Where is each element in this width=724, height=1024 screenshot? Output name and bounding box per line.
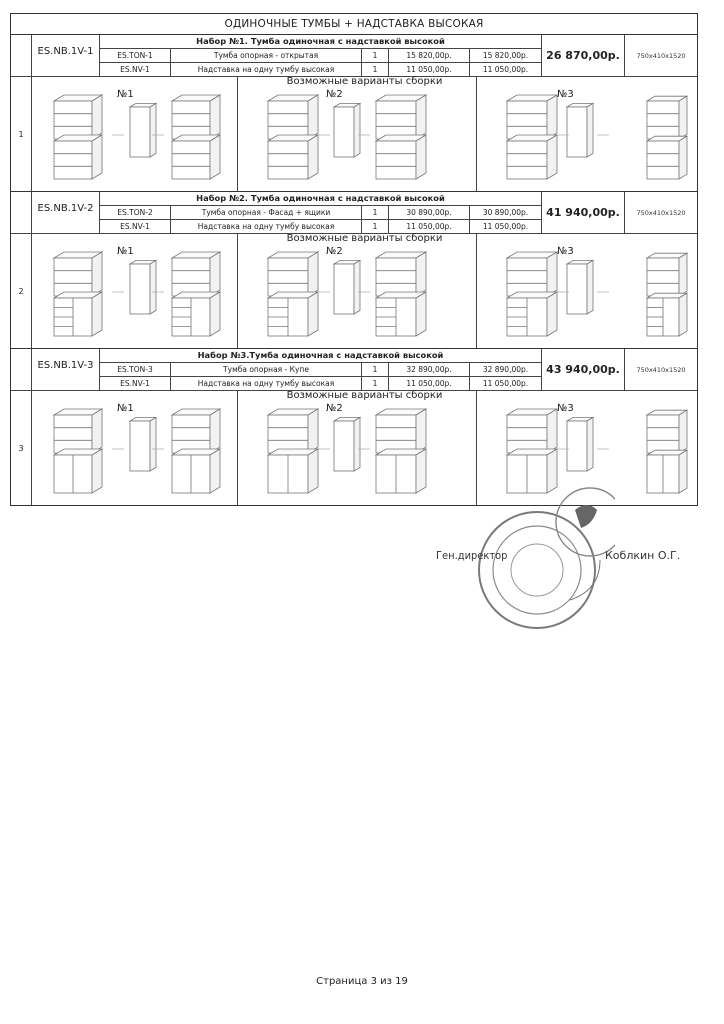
set-title: Набор №2. Тумба одиночная с надставкой высокой bbox=[100, 192, 541, 206]
cabinet-front bbox=[507, 141, 547, 179]
cabinet-front bbox=[130, 107, 150, 157]
cabinet-side bbox=[679, 136, 687, 179]
cabinet-side bbox=[150, 417, 156, 471]
table-row bbox=[100, 363, 541, 377]
cabinet-side bbox=[210, 292, 220, 336]
cabinet-front bbox=[334, 107, 354, 157]
set-header bbox=[11, 192, 697, 234]
set-index: 1 bbox=[11, 77, 32, 191]
item-sum: 15 820,00р. bbox=[482, 51, 529, 60]
set-price: 41 940,00р. bbox=[542, 192, 625, 233]
cabinet-side bbox=[308, 95, 318, 139]
item-code: ES.NV-1 bbox=[100, 220, 171, 233]
item-qty: 1 bbox=[362, 377, 389, 390]
table-row bbox=[100, 49, 541, 63]
cabinet-front bbox=[647, 101, 679, 139]
set-table bbox=[100, 349, 542, 390]
item-qty: 1 bbox=[362, 206, 389, 219]
set-code: ES.NB.1V-1 bbox=[32, 35, 100, 76]
cabinet-side bbox=[547, 135, 557, 179]
variant-label: №3 bbox=[557, 246, 574, 257]
item-qty: 1 bbox=[362, 49, 389, 62]
cabinet-front bbox=[334, 421, 354, 471]
set-dimensions: 750х410х1520 bbox=[636, 51, 686, 60]
cabinet-side bbox=[587, 417, 593, 471]
cabinet-side bbox=[92, 292, 102, 336]
cabinet-drawing bbox=[238, 234, 476, 348]
assembly-variants bbox=[11, 234, 697, 348]
variant-label: №3 bbox=[557, 89, 574, 100]
price-sheet bbox=[10, 13, 698, 506]
cabinet-front bbox=[376, 258, 416, 296]
item-price: 11 050,00р. bbox=[389, 63, 470, 76]
cabinet-side bbox=[547, 292, 557, 336]
cabinet-side bbox=[308, 135, 318, 179]
cabinet-front bbox=[376, 101, 416, 139]
cabinet-side bbox=[92, 252, 102, 296]
item-code: ES.TON-3 bbox=[100, 363, 171, 376]
cabinet-side bbox=[92, 135, 102, 179]
cabinet-front bbox=[54, 258, 92, 296]
cabinet-drawing bbox=[477, 234, 701, 348]
cabinet-side bbox=[92, 409, 102, 453]
set-price: 43 940,00р. bbox=[542, 349, 625, 390]
item-qty: 1 bbox=[362, 220, 389, 233]
variant-label: №1 bbox=[117, 403, 134, 414]
cabinet-drawing bbox=[477, 77, 701, 191]
cabinet-side bbox=[547, 409, 557, 453]
item-name: Надставка на одну тумбу высокая bbox=[171, 220, 362, 233]
set-dimensions: 750х410х1520 bbox=[636, 365, 686, 374]
variant-2 bbox=[238, 77, 477, 191]
item-sum: 30 890,00р. bbox=[482, 208, 529, 217]
item-code: ES.NV-1 bbox=[100, 63, 171, 76]
cabinet-side bbox=[150, 103, 156, 157]
cabinet-front bbox=[567, 264, 587, 314]
variant-label: №1 bbox=[117, 89, 134, 100]
cabinet-side bbox=[547, 95, 557, 139]
cabinet-front bbox=[172, 141, 210, 179]
item-sum: 32 890,00р. bbox=[482, 365, 529, 374]
cabinet-side bbox=[210, 135, 220, 179]
set-title: Набор №3.Тумба одиночная с надставкой высокой bbox=[100, 349, 541, 363]
cabinet-front bbox=[54, 415, 92, 453]
cabinet-side bbox=[210, 449, 220, 493]
set-code: ES.NB.1V-3 bbox=[32, 349, 100, 390]
item-code: ES.TON-2 bbox=[100, 206, 171, 219]
cabinet-front bbox=[647, 258, 679, 296]
variant-2 bbox=[238, 391, 477, 505]
cabinet-front bbox=[507, 258, 547, 296]
item-sum: 11 050,00р. bbox=[482, 222, 529, 231]
variant-label: №1 bbox=[117, 246, 134, 257]
cabinet-drawing bbox=[32, 234, 237, 348]
cabinet-side bbox=[92, 449, 102, 493]
cabinet-front bbox=[376, 141, 416, 179]
cabinet-side bbox=[416, 449, 426, 493]
cabinet-side bbox=[210, 409, 220, 453]
set-header bbox=[11, 35, 697, 77]
variant-1 bbox=[32, 77, 238, 191]
table-row bbox=[100, 377, 541, 390]
cabinet-side bbox=[416, 135, 426, 179]
cabinet-side bbox=[679, 96, 687, 139]
cabinet-side bbox=[92, 95, 102, 139]
cabinet-side bbox=[210, 252, 220, 296]
variant-1 bbox=[32, 234, 238, 348]
cabinet-side bbox=[354, 417, 360, 471]
set-title: Набор №1. Тумба одиночная с надставкой высокой bbox=[100, 35, 541, 49]
table-row bbox=[100, 206, 541, 220]
page-footer: Страница 3 из 19 bbox=[316, 976, 408, 987]
table-row bbox=[100, 220, 541, 233]
cabinet-side bbox=[547, 252, 557, 296]
cabinet-drawing bbox=[238, 391, 476, 505]
item-code: ES.TON-1 bbox=[100, 49, 171, 62]
cabinet-side bbox=[308, 292, 318, 336]
cabinet-side bbox=[416, 95, 426, 139]
set-table bbox=[100, 35, 542, 76]
item-name: Надставка на одну тумбу высокая bbox=[171, 63, 362, 76]
set-index: 3 bbox=[11, 391, 32, 505]
item-name: Тумба опорная - открытая bbox=[171, 49, 362, 62]
item-name: Тумба опорная - Купе bbox=[171, 363, 362, 376]
assembly-variants bbox=[11, 77, 697, 191]
cabinet-front bbox=[268, 415, 308, 453]
item-price: 30 890,00р. bbox=[389, 206, 470, 219]
cabinet-front bbox=[567, 107, 587, 157]
page-title: ОДИНОЧНЫЕ ТУМБЫ + НАДСТАВКА ВЫСОКАЯ bbox=[11, 14, 697, 35]
cabinet-side bbox=[210, 95, 220, 139]
variant-3 bbox=[477, 77, 697, 191]
variant-1 bbox=[32, 391, 238, 505]
cabinet-side bbox=[150, 260, 156, 314]
cabinet-side bbox=[308, 449, 318, 493]
cabinet-side bbox=[354, 260, 360, 314]
cabinet-front bbox=[268, 141, 308, 179]
item-name: Тумба опорная - Фасад + ящики bbox=[171, 206, 362, 219]
signature-role: Ген.директор bbox=[436, 549, 508, 562]
cabinet-front bbox=[507, 101, 547, 139]
item-price: 15 820,00р. bbox=[389, 49, 470, 62]
variants-title: Возможные варианты сборки bbox=[286, 233, 443, 244]
cabinet-front bbox=[268, 101, 308, 139]
cabinet-front bbox=[54, 101, 92, 139]
cabinet-side bbox=[587, 103, 593, 157]
variant-2 bbox=[238, 234, 477, 348]
item-qty: 1 bbox=[362, 363, 389, 376]
item-sum: 11 050,00р. bbox=[482, 379, 529, 388]
set-block bbox=[11, 35, 697, 192]
item-price: 32 890,00р. bbox=[389, 363, 470, 376]
cabinet-front bbox=[172, 415, 210, 453]
cabinet-side bbox=[416, 252, 426, 296]
cabinet-side bbox=[679, 410, 687, 453]
item-sum: 11 050,00р. bbox=[482, 65, 529, 74]
cabinet-front bbox=[507, 415, 547, 453]
item-name: Надставка на одну тумбу высокая bbox=[171, 377, 362, 390]
set-price: 26 870,00р. bbox=[542, 35, 625, 76]
cabinet-front bbox=[172, 101, 210, 139]
set-index: 2 bbox=[11, 234, 32, 348]
cabinet-side bbox=[308, 409, 318, 453]
cabinet-front bbox=[376, 415, 416, 453]
signature-name: Коблкин О.Г. bbox=[605, 549, 681, 562]
cabinet-front bbox=[567, 421, 587, 471]
cabinet-front bbox=[647, 141, 679, 179]
set-code: ES.NB.1V-2 bbox=[32, 192, 100, 233]
cabinet-drawing bbox=[238, 77, 476, 191]
set-block bbox=[11, 192, 697, 349]
cabinet-side bbox=[587, 260, 593, 314]
cabinet-front bbox=[268, 258, 308, 296]
item-code: ES.NV-1 bbox=[100, 377, 171, 390]
set-dimensions: 750х410х1520 bbox=[636, 208, 686, 217]
item-price: 11 050,00р. bbox=[389, 377, 470, 390]
set-header bbox=[11, 349, 697, 391]
cabinet-side bbox=[416, 409, 426, 453]
cabinet-front bbox=[647, 415, 679, 453]
variants-title: Возможные варианты сборки bbox=[286, 390, 443, 401]
cabinet-side bbox=[679, 253, 687, 296]
variant-label: №2 bbox=[326, 89, 343, 100]
item-price: 11 050,00р. bbox=[389, 220, 470, 233]
table-row bbox=[100, 63, 541, 76]
variant-label: №3 bbox=[557, 403, 574, 414]
set-table bbox=[100, 192, 542, 233]
cabinet-front bbox=[130, 264, 150, 314]
variant-3 bbox=[477, 234, 697, 348]
item-qty: 1 bbox=[362, 63, 389, 76]
cabinet-drawing bbox=[32, 77, 237, 191]
cabinet-side bbox=[308, 252, 318, 296]
variants-title: Возможные варианты сборки bbox=[286, 76, 443, 87]
cabinet-front bbox=[54, 141, 92, 179]
cabinet-front bbox=[172, 258, 210, 296]
cabinet-front bbox=[130, 421, 150, 471]
cabinet-side bbox=[679, 450, 687, 493]
variant-label: №2 bbox=[326, 246, 343, 257]
cabinet-front bbox=[334, 264, 354, 314]
cabinet-side bbox=[416, 292, 426, 336]
cabinet-side bbox=[679, 293, 687, 336]
cabinet-drawing bbox=[32, 391, 237, 505]
cabinet-side bbox=[354, 103, 360, 157]
variant-label: №2 bbox=[326, 403, 343, 414]
